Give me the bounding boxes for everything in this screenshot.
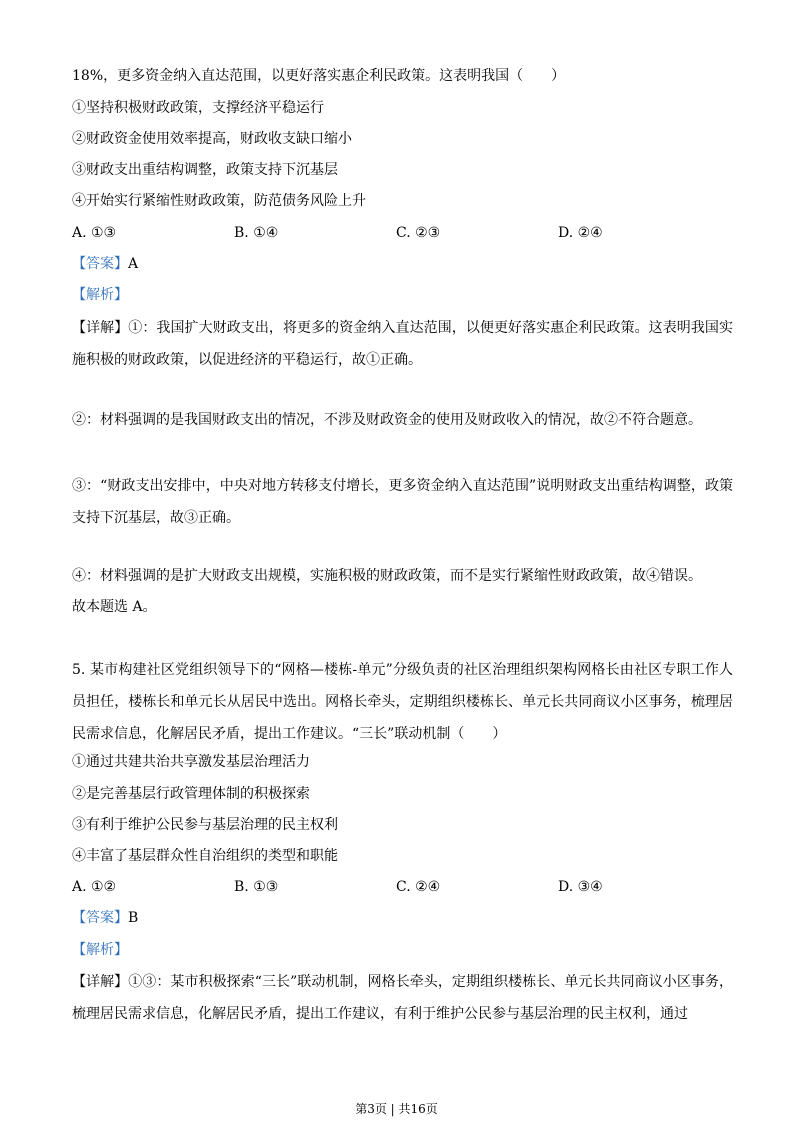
q5-choice-d: D. ③④ (558, 879, 603, 895)
q5-analysis-line (72, 940, 733, 960)
choice-a: A. ①③ (72, 225, 117, 241)
q5-choice-a: A. ①② (72, 879, 117, 895)
detail-text: ①：我国扩大财政支出，将更多的资金纳入直达范围，以便更好落实惠企利民政策。这表明我国实施积极的财政政策，以促进经济的平稳运行，故①正确。 (72, 320, 734, 368)
q5-option-3: ③有利于维护公民参与基层治理的民主权利 (72, 817, 338, 833)
detail-paragraph-3: ③：“财政支出安排中，中央对地方转移支付增长，更多资金纳入直达范围”说明财政支出重结构调整，政策支持下沉基层，故③正确。 (72, 478, 733, 526)
q5-answer-choices (72, 877, 732, 897)
q5-analysis-tag: 【解析】 (72, 942, 128, 958)
answer-tag: 【答案】 (72, 256, 128, 272)
q5-option-2: ②是完善基层行政管理体制的积极探索 (72, 786, 310, 802)
answer-choices (72, 223, 732, 243)
answer-value: A (128, 256, 139, 272)
q5-answer-line (72, 908, 733, 928)
answer-line (72, 254, 733, 274)
question-stem-5: 5. 某市构建社区党组织领导下的“网格—楼栋-单元”分级负责的社区治理组织架构网格长由社区专职工作人员担任，楼栋长和单元长从居民中选出。网格长牵头，定期组织楼栋长、单元长共同商议小区事务，梳理居民需求信息，化解居民矛盾，提出工作建议。“三长”联动机制（ ） (72, 662, 733, 742)
q5-answer-tag: 【答案】 (72, 910, 128, 926)
q5-detail-tag: 【详解】 (72, 974, 129, 990)
choice-d: D. ②④ (558, 225, 603, 241)
detail-tag: 【详解】 (72, 320, 129, 336)
analysis-line (72, 285, 733, 305)
q5-option-1: ①通过共建共治共享激发基层治理活力 (72, 754, 310, 770)
q5-option-4: ④丰富了基层群众性自治组织的类型和职能 (72, 848, 338, 864)
option-1: ①坚持积极财政政策，支撑经济平稳运行 (72, 100, 324, 116)
detail-paragraph-4: ④：材料强调的是扩大财政支出规模，实施积极的财政政策，而不是实行紧缩性财政政策，故④错误。 (72, 568, 702, 584)
conclusion: 故本题选 A。 (72, 599, 157, 615)
q5-detail-text: ①③：某市积极探索“三长”联动机制，网格长牵头，定期组织楼栋长、单元长共同商议小区事务，梳理居民需求信息，化解居民矛盾，提出工作建议，有利于维护公民参与基层治理的民主权利，通过 (72, 974, 734, 1022)
q5-choice-b: B. ①③ (234, 879, 279, 895)
detail-paragraph-1 (72, 312, 733, 376)
analysis-tag: 【解析】 (72, 287, 128, 303)
choice-b: B. ①④ (234, 225, 279, 241)
question-stem: 18%，更多资金纳入直达范围，以更好落实惠企利民政策。这表明我国（ ） (72, 68, 566, 84)
q5-answer-value: B (128, 910, 139, 926)
option-4: ④开始实行紧缩性财政政策，防范债务风险上升 (72, 193, 366, 209)
page-footer: 第3页 | 共16页 (355, 1102, 438, 1116)
option-2: ②财政资金使用效率提高，财政收支缺口缩小 (72, 131, 352, 147)
q5-choice-c: C. ②④ (396, 879, 441, 895)
option-3: ③财政支出重结构调整，政策支持下沉基层 (72, 162, 338, 178)
detail-paragraph-2: ②：材料强调的是我国财政支出的情况，不涉及财政资金的使用及财政收入的情况，故②不符合题意。 (72, 412, 702, 428)
q5-detail-paragraph-1 (72, 966, 733, 1030)
choice-c: C. ②③ (396, 225, 441, 241)
